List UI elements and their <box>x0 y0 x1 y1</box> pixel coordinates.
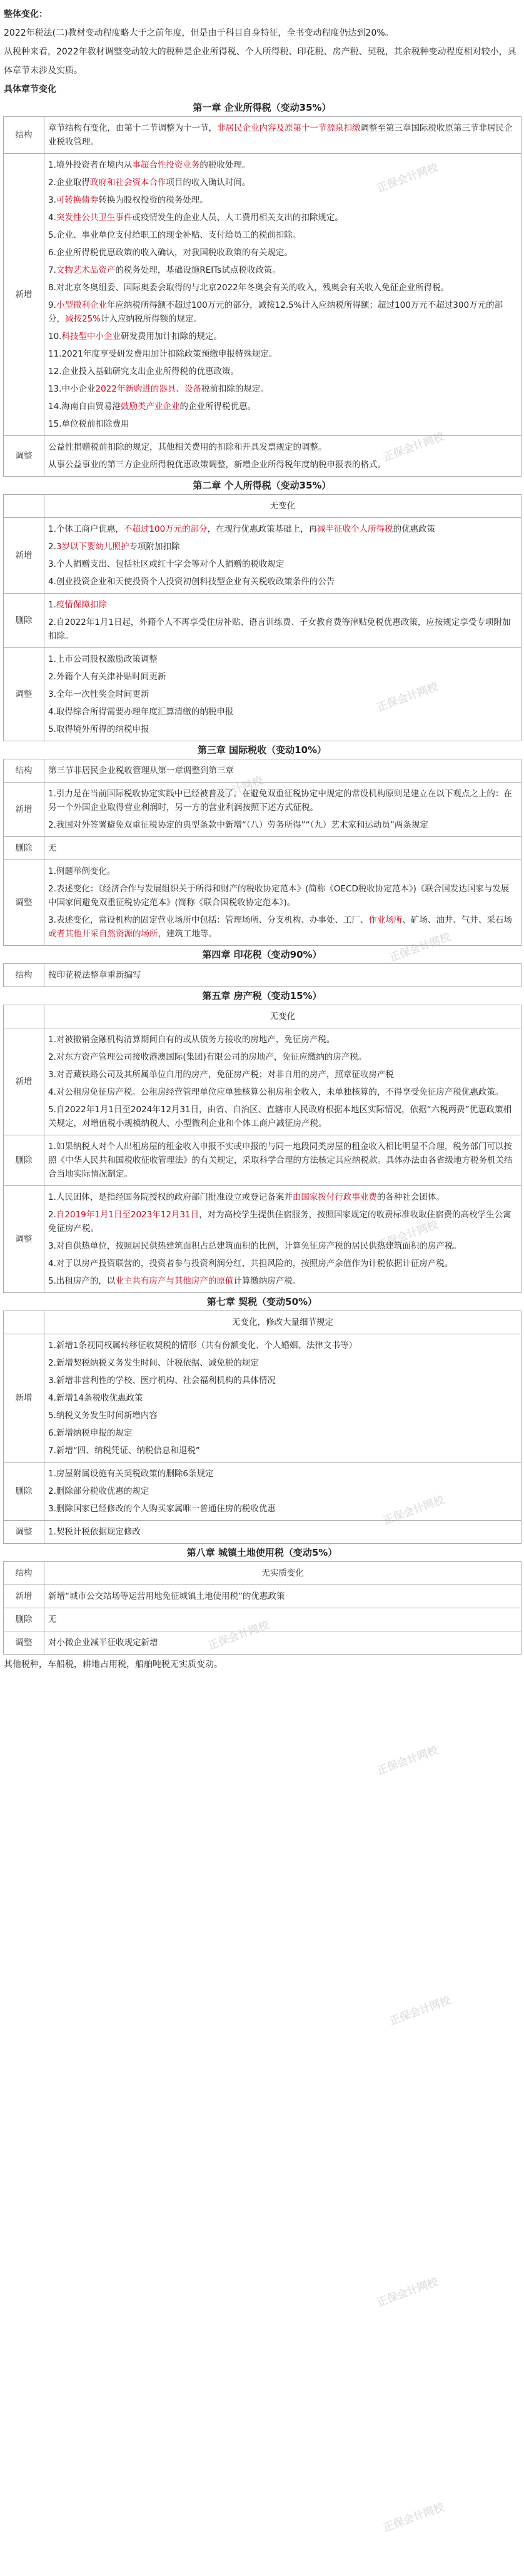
list-item <box>48 1138 517 1183</box>
intro-heading: 整体变化： <box>4 9 48 19</box>
table-row <box>4 1311 521 1334</box>
list-item <box>48 1031 517 1048</box>
item-text: 2. <box>48 542 56 552</box>
list-item <box>48 520 517 538</box>
highlight-text: 小型微利企业 <box>56 300 107 310</box>
table-row <box>4 1186 521 1293</box>
list-item <box>48 1101 517 1132</box>
item-text: 1. <box>48 600 56 610</box>
item-text: 计入应纳税所得额的规定。 <box>101 314 203 324</box>
item-text: 4.对公租房免征房产税。公租房经营管理单位应单独核算公租房租金收入，未单独核算的，不得享受免征房产税优惠政策。 <box>48 1087 504 1097</box>
list-item <box>48 573 517 591</box>
row-content <box>44 837 521 860</box>
item-text: 或疫情发生的企业人员、人工费用相关支出的扣除规定。 <box>132 213 343 223</box>
list-item <box>48 1255 517 1272</box>
highlight-text: 可转换债券 <box>56 195 99 205</box>
watermark: 正保会计网校 <box>375 1219 440 1252</box>
list-item <box>48 1564 517 1582</box>
item-text: 3.新增非营利性的学校、医疗机构、社会福利机构的具体情况 <box>48 1376 276 1386</box>
list-item <box>48 651 517 668</box>
list-item <box>48 1483 517 1500</box>
table-row <box>4 1028 521 1135</box>
chapter-table <box>3 1311 521 1544</box>
watermark: 正保会计网校 <box>381 430 446 464</box>
item-text: 1.如果纳税人对个人出租房屋的租金收入申报不实或申报的与同一地段同类房屋的租金收入相比明显不合理，税务部门可以按照《中华人民共和国税收征收管理法》的有关规定，采取科学合理的方法核定其应纳税款。具体办法由各省级地方税务机关结合当地实际情况制定。 <box>48 1142 513 1179</box>
list-item <box>48 398 517 415</box>
item-text: 的税收处理。 <box>199 160 251 170</box>
item-text: 2.新增契税纳税义务发生时间、计税依据、减免税的规定 <box>48 1358 259 1368</box>
row-label: 调整 <box>4 648 44 741</box>
row-content <box>44 1311 521 1334</box>
list-item <box>48 1389 517 1407</box>
list-item <box>48 614 517 645</box>
list-item <box>48 1066 517 1083</box>
list-item <box>48 1442 517 1459</box>
row-label: 调整 <box>4 860 44 946</box>
item-text: 6.企业所得税优惠政策的收入确认，对我国税收政策的有关规定。 <box>48 248 293 258</box>
item-text: 2.自2022年1月1日起，外籍个人不再享受住房补贴、语言训练费、子女教育费等津贴免税优惠政策，应按规定享受专项附加扣除。 <box>48 617 511 641</box>
chapter-title: 第八章 城镇土地使用税（变动5%） <box>186 1547 338 1558</box>
item-text: 1.房屋附属设施有关契税政策的删除6条规定 <box>48 1469 214 1479</box>
item-text: 5.自2022年1月1日至2024年12月31日，由省、自治区、直辖市人民政府根据本地区实际情况，依据“六税两费”优惠政策相关规定，对增值税小规模纳税人、小型微利企业和个体工商户减征房产税。 <box>48 1105 512 1128</box>
row-label: 删除 <box>4 1463 44 1521</box>
watermark: 正保会计网校 <box>381 2501 446 2535</box>
table-row <box>4 1562 521 1585</box>
item-text: 14.海南自由贸易港 <box>48 402 121 412</box>
item-text: 12.企业投入基础研究支出企业所得税的优惠政策。 <box>48 367 239 377</box>
list-item <box>48 538 517 555</box>
row-label <box>4 1005 44 1028</box>
item-text: 的各种社会团体。 <box>376 1192 445 1202</box>
list-item <box>48 1048 517 1066</box>
intro-section <box>0 0 524 99</box>
list-item <box>48 244 517 261</box>
item-text: 4.创业投资企业和天使投资个人投资初创科技型企业有关税收政策条件的公告 <box>48 577 335 587</box>
watermark: 正保会计网校 <box>388 1994 453 2028</box>
row-label: 结构 <box>4 117 44 154</box>
item-text: 3.个人捐赠支出、包括社区或红十字会等对个人捐赠的税收规定 <box>48 559 285 569</box>
row-content <box>44 759 521 783</box>
row-label: 删除 <box>4 837 44 860</box>
table-row <box>4 594 521 648</box>
list-item <box>48 1465 517 1483</box>
item-text: 对小微企业减半征收规定新增 <box>48 1638 158 1648</box>
watermark: 正保会计网校 <box>375 161 440 195</box>
list-item <box>48 785 517 816</box>
item-text: 1.对被撤销金融机构清算期间自有的或从债务方接收的房地产，免征房产税。 <box>48 1035 335 1045</box>
item-text: 1.契税计税依据规定修改 <box>48 1527 141 1537</box>
row-label: 新增 <box>4 518 44 594</box>
table-row <box>4 154 521 436</box>
table-row <box>4 860 521 946</box>
list-item <box>48 1189 517 1206</box>
item-text: 2.删除部分税收优惠的规定 <box>48 1486 149 1496</box>
chapter-title: 第一章 企业所得税（变动35%） <box>193 102 331 113</box>
item-text: 无 <box>48 843 57 853</box>
item-text: 13.中小企业 <box>48 384 96 394</box>
highlight-text: 文物艺术品资产 <box>56 265 116 275</box>
item-text: 1.引力是在当前国际税收协定实践中已经被普及了。在避免双重征税协定中规定的常设机构原则是建立在以下观点之上的：在另一个外国企业取得营业利润时，另一方的营业利润按照下述方式征税。 <box>48 789 512 813</box>
row-label: 新增 <box>4 154 44 436</box>
item-text: ，在现行优惠政策基础上，再 <box>207 524 318 534</box>
highlight-text: 由国家拨付行政事业费 <box>292 1192 377 1202</box>
item-text: 计算缴纳房产税。 <box>233 1276 301 1286</box>
list-item <box>48 1588 517 1605</box>
item-text: 5.出租房产的，以 <box>48 1276 116 1286</box>
list-item <box>48 839 517 857</box>
item-text: 2.对东方资产管理公司接收港澳国际(集团)有限公司的房地产，免征应缴纳的房产税。 <box>48 1052 367 1062</box>
table-row <box>4 1135 521 1186</box>
watermark: 正保会计网校 <box>375 681 440 714</box>
chapter-table <box>3 759 521 946</box>
list-item <box>48 1372 517 1389</box>
highlight-text: 作业场所 <box>368 915 403 925</box>
list-item <box>48 1407 517 1424</box>
list-item <box>48 174 517 191</box>
item-text: 专项附加扣除 <box>129 542 180 552</box>
row-content <box>44 518 521 594</box>
item-text: 1.境外投资者在境内从 <box>48 160 133 170</box>
row-content <box>44 1005 521 1028</box>
list-item <box>48 1083 517 1101</box>
row-label: 调整 <box>4 1631 44 1655</box>
item-text: 4.新增14条税收优惠政策 <box>48 1393 143 1403</box>
row-label: 结构 <box>4 759 44 783</box>
highlight-text: 或者其他开采自然资源的场所 <box>48 929 158 939</box>
outro-text: 其他税种，车船税，耕地占用税，船舶吨税无实质变动。 <box>4 1660 223 1670</box>
list-item <box>48 1354 517 1372</box>
list-item <box>48 119 517 151</box>
highlight-text: 非居民企业内容及原第十一节源泉扣缴 <box>217 123 361 133</box>
list-item <box>48 226 517 244</box>
item-text: 的优惠政策 <box>393 524 436 534</box>
row-content <box>44 1562 521 1585</box>
row-label: 新增 <box>4 1028 44 1135</box>
item-text: 研发费用加计扣除的规定。 <box>120 332 222 342</box>
row-label: 调整 <box>4 1521 44 1544</box>
chapter-title: 第七章 契税（变动50%） <box>206 1296 318 1307</box>
row-label: 调整 <box>4 1186 44 1293</box>
table-row <box>4 1521 521 1544</box>
chapter-table <box>3 1561 521 1655</box>
list-item <box>48 261 517 279</box>
list-item <box>48 1523 517 1541</box>
highlight-text: 减按25% <box>65 314 101 324</box>
row-label: 删除 <box>4 1608 44 1631</box>
chapter-table <box>3 494 521 741</box>
table-row <box>4 759 521 783</box>
list-item <box>48 596 517 614</box>
row-content <box>44 117 521 154</box>
item-text: 1.上市公司股权激励政策调整 <box>48 654 158 664</box>
item-text: 3.全年一次性奖金时间更新 <box>48 689 149 699</box>
row-content <box>44 860 521 946</box>
list-item <box>48 328 517 345</box>
row-content <box>44 1608 521 1631</box>
highlight-text: 科技型中小企业 <box>61 332 121 342</box>
table-row <box>4 964 521 987</box>
highlight-text: 政府和社会资本合作 <box>89 178 166 188</box>
item-text: 按印花税法整章重新编写 <box>48 970 141 980</box>
row-label: 结构 <box>4 964 44 987</box>
list-item <box>48 209 517 226</box>
list-item <box>48 721 517 738</box>
row-content <box>44 495 521 518</box>
list-item <box>48 703 517 721</box>
highlight-text: 鼓励类产业企业 <box>120 402 180 412</box>
table-row <box>4 518 521 594</box>
chapter-title: 第四章 印花税（变动90%） <box>202 949 322 960</box>
chapter-table <box>3 963 521 987</box>
item-text: 2.我国对外签署避免双重征税协定的典型条款中新增“（八）劳务所得”“（九）艺术家和运动员”两条规定 <box>48 820 428 830</box>
item-text: 3.表述变化，常设机构的固定营业场所中包括：管理场所、分支机构、办事处、工厂、 <box>48 915 369 925</box>
list-item <box>48 1272 517 1290</box>
table-row <box>4 1005 521 1028</box>
list-item <box>48 439 517 456</box>
list-item <box>48 1314 517 1331</box>
row-label: 删除 <box>4 594 44 648</box>
list-item <box>48 880 517 911</box>
item-text: 11.2021年度享受研发费用加计扣除政策预缴申报特殊规定。 <box>48 349 278 359</box>
intro-para3: 具体章节变化 <box>4 84 56 94</box>
row-content <box>44 1334 521 1463</box>
item-text: 公益性捐赠税前扣除的规定，其他相关费用的扣除和开具发票规定的调整。 <box>48 442 327 452</box>
row-content <box>44 1463 521 1521</box>
item-text: 7.新增“四、纳税凭证、纳税信息和退税” <box>48 1446 200 1456</box>
highlight-text: 不超过100万元的部分 <box>123 524 208 534</box>
row-content <box>44 1028 521 1135</box>
list-item <box>48 363 517 380</box>
list-item <box>48 863 517 880</box>
row-content <box>44 783 521 837</box>
row-label: 结构 <box>4 1562 44 1585</box>
item-text: 2.表述变化：《经济合作与发展组织关于所得和财产的税收协定范本》(简称《OECD税收协定范本》)《联合国发达国家与发展中国家间避免双重征税协定范本》(简称《联合国税收协定范本》)。 <box>48 884 510 908</box>
highlight-text: 自2019年1月1日至2023年12月31日 <box>56 1210 199 1220</box>
item-text: 的税务处理，基础设施REITs试点税收政策。 <box>115 265 281 275</box>
item-text: 4.对于以房产投资联营的，投资者参与投资利润分红，共担风险的，按照房产余值作为计税依据计征房产税。 <box>48 1259 453 1269</box>
watermark: 正保会计网校 <box>200 774 265 808</box>
item-text: 10. <box>48 332 62 342</box>
highlight-text: 事超合性投资业务 <box>132 160 200 170</box>
row-content <box>44 648 521 741</box>
item-text: 4.取得综合所得需要办理年度汇算清缴的纳税申报 <box>48 707 234 717</box>
list-item <box>48 762 517 779</box>
list-item <box>48 816 517 834</box>
highlight-text: 疫情保障扣除 <box>56 600 107 610</box>
item-text: 8.对北京冬奥组委、国际奥委会取得的与北京2022年冬奥会有关的收入，残奥会有关收入免征企业所得税。 <box>48 283 450 293</box>
watermark: 正保会计网校 <box>388 931 453 965</box>
highlight-text: 突发性公共卫生事件 <box>56 213 133 223</box>
table-row <box>4 1463 521 1521</box>
list-item <box>48 497 517 515</box>
item-text: 1.人民团体，是指经国务院授权的政府部门批准设立或登记备案并 <box>48 1192 293 1202</box>
item-text: 章节结构有变化，由第十二节调整为十一节， <box>48 123 217 133</box>
item-text: 2.企业取得 <box>48 178 90 188</box>
chapter-table <box>3 1005 521 1293</box>
watermark: 正保会计网校 <box>375 1744 440 1778</box>
item-text: 无 <box>48 1615 57 1625</box>
row-label: 新增 <box>4 1585 44 1608</box>
list-item <box>48 1008 517 1025</box>
item-text: 第三节非居民企业税收管理从第一章调整到第三章 <box>48 766 234 776</box>
item-text: 6.新增纳税申报的规定 <box>48 1428 133 1438</box>
list-item <box>48 1237 517 1255</box>
chapter-title: 第二章 个人所得税（变动35%） <box>193 480 331 491</box>
item-text: 9. <box>48 300 56 310</box>
item-text: 无变化 <box>270 501 296 511</box>
item-text: 3.删除国家已经修改的个人购买家属唯一普通住房的税收优惠 <box>48 1504 276 1514</box>
table-row <box>4 783 521 837</box>
item-text: ，对为高校学生提供住宿服务，按照国家规定的收费标准收取住宿费的高校学生公寓免征房产税。 <box>48 1210 511 1234</box>
row-content <box>44 1135 521 1186</box>
table-row <box>4 648 521 741</box>
list-item <box>48 380 517 398</box>
row-content <box>44 1521 521 1544</box>
list-item <box>48 297 517 328</box>
list-item <box>48 156 517 174</box>
chapters-container <box>0 99 524 1655</box>
list-item <box>48 279 517 297</box>
item-text: 从事公益事业的第三方企业所得税优惠政策调整，新增企业所得税年度纳税申报表的格式。 <box>48 460 386 470</box>
row-content <box>44 436 521 477</box>
chapter-title: 第五章 房产税（变动15%） <box>202 990 322 1001</box>
table-row <box>4 495 521 518</box>
item-text: 、矿场、油井、气井、采石场 <box>402 915 512 925</box>
item-text: 调整至第三章国际税收原第三节非居民企业税收管理。 <box>48 123 513 147</box>
intro-para1: 2022年税法(二)教材变动程度略大于之前年度，但是由于科目自身特征，全书变动程度仍达到20%。 <box>4 28 394 38</box>
list-item <box>48 1337 517 1354</box>
table-row <box>4 1631 521 1655</box>
watermark: 正保会计网校 <box>375 2276 440 2310</box>
list-item <box>48 415 517 433</box>
list-item <box>48 191 517 209</box>
list-item <box>48 555 517 573</box>
row-content <box>44 594 521 648</box>
table-row <box>4 117 521 154</box>
list-item <box>48 668 517 686</box>
watermark: 正保会计网校 <box>206 1619 271 1653</box>
highlight-text: 3岁以下婴幼儿照护 <box>56 542 129 552</box>
table-row <box>4 837 521 860</box>
item-text: 15.单位税前扣除费用 <box>48 419 129 429</box>
item-text: 5.取得境外所得的纳税申报 <box>48 724 149 734</box>
row-content <box>44 1585 521 1608</box>
table-row <box>4 436 521 477</box>
list-item <box>48 345 517 363</box>
list-item <box>48 1500 517 1518</box>
item-text: 税前扣除的规定。 <box>201 384 269 394</box>
row-label: 新增 <box>4 1334 44 1463</box>
item-text: 7. <box>48 265 56 275</box>
item-text: 年应纳税所得额不超过100万元的部分，减按12.5%计入应纳税所得额；超过100万元不超过300万元的部分， <box>48 300 503 324</box>
item-text: ，建筑工地等。 <box>158 929 217 939</box>
row-label <box>4 1311 44 1334</box>
chapter-table <box>3 116 521 477</box>
item-text: 新增“城市公交站场等运营用地免征城镇土地使用税”的优惠政策 <box>48 1591 285 1601</box>
item-text: 5.纳税义务发生时间新增内容 <box>48 1411 158 1421</box>
item-text: 2.外籍个人有关津补贴时间更新 <box>48 672 166 682</box>
item-text: 项目的收入确认时间。 <box>166 178 251 188</box>
row-content <box>44 1186 521 1293</box>
item-text: 2. <box>48 1210 56 1220</box>
row-content <box>44 1631 521 1655</box>
list-item <box>48 966 517 984</box>
list-item <box>48 1206 517 1237</box>
list-item <box>48 1611 517 1628</box>
watermark: 正保会计网校 <box>381 1494 446 1528</box>
item-text: 无变化，修改大量细节规定 <box>232 1317 333 1327</box>
table-row <box>4 1334 521 1463</box>
chapter-title: 第三章 国际税收（变动10%） <box>197 744 327 756</box>
item-text: 1.个体工商户优惠， <box>48 524 124 534</box>
row-label: 新增 <box>4 783 44 837</box>
row-label: 调整 <box>4 436 44 477</box>
item-text: 1.新增1条视同权属转移征收契税的情形（共有份额变化、个人婚姻、法律文书等） <box>48 1341 357 1351</box>
table-row <box>4 1585 521 1608</box>
highlight-text: 2022年新购进的器具、设备 <box>95 384 201 394</box>
row-label <box>4 495 44 518</box>
row-label: 删除 <box>4 1135 44 1186</box>
row-content <box>44 154 521 436</box>
list-item <box>48 456 517 474</box>
highlight-text: 业主共有房产与其他房产的原值 <box>115 1276 234 1286</box>
list-item <box>48 1424 517 1442</box>
item-text: 的企业所得税优惠。 <box>179 402 256 412</box>
item-text: 3.对青藏铁路公司及其所属单位自用的房产，免征房产税；对非自用的房产，照章征收房产税 <box>48 1070 394 1080</box>
item-text: 3.对自供热单位，按照居民供热建筑面积占总建筑面积的比例，计算免征房产税的居民供热建筑面积的房产税。 <box>48 1241 461 1251</box>
row-content <box>44 964 521 987</box>
item-text: 转换为股权投资的税务处理。 <box>98 195 208 205</box>
item-text: 5.企业、事业单位支付给职工的现金补贴、支付给员工的税前扣除。 <box>48 230 301 240</box>
item-text: 无变化 <box>270 1012 296 1022</box>
list-item <box>48 686 517 703</box>
item-text: 4. <box>48 213 56 223</box>
highlight-text: 减半征收个人所得税 <box>317 524 393 534</box>
intro-para2: 从税种来看，2022年教材调整变动较大的税种是企业所得税、个人所得税、印花税、房产税、契税，其余税种变动程度相对较小，具体章节未涉及实质。 <box>4 47 516 76</box>
list-item <box>48 911 517 943</box>
item-text: 3. <box>48 195 56 205</box>
item-text: 1.例题举例变化。 <box>48 866 116 876</box>
list-item <box>48 1634 517 1651</box>
item-text: 无实质变化 <box>261 1568 304 1578</box>
table-row <box>4 1608 521 1631</box>
